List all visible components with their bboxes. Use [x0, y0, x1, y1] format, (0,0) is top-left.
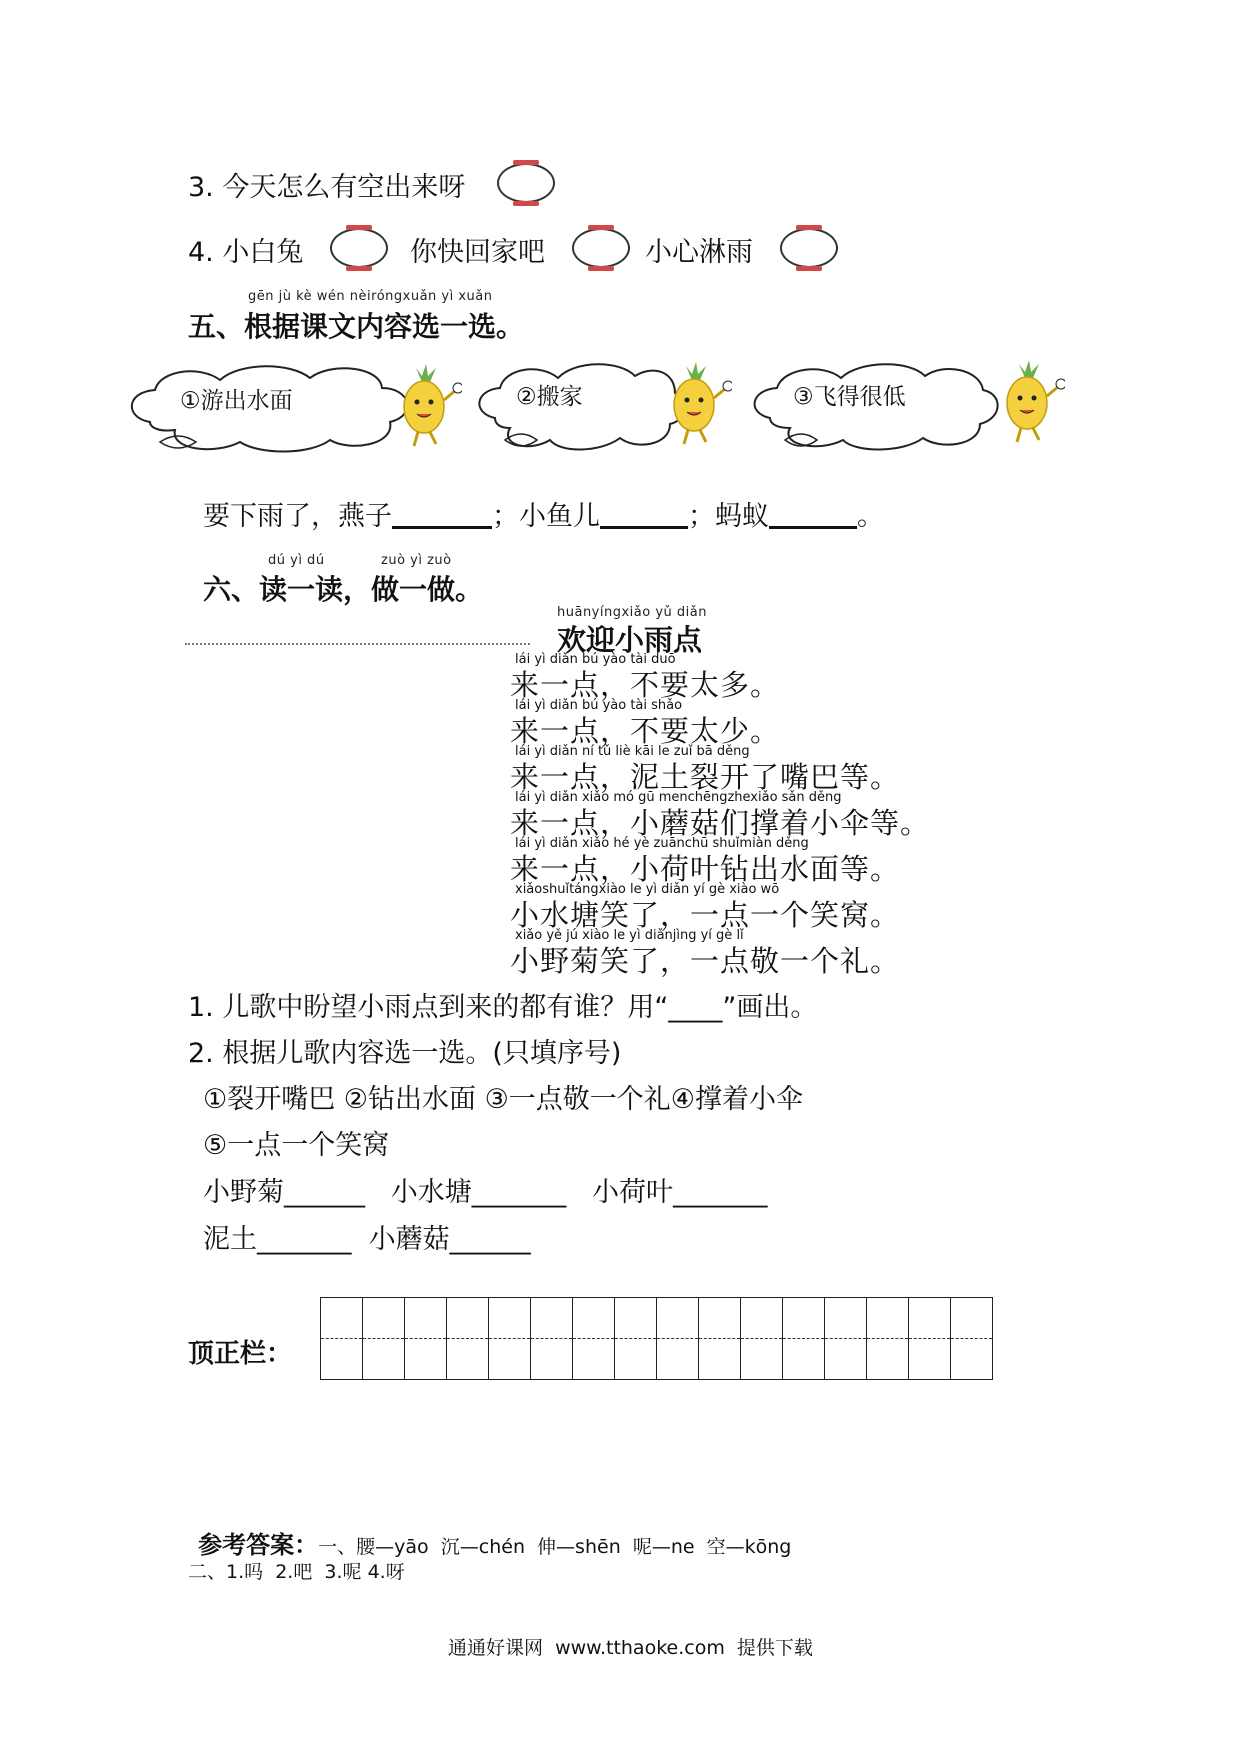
dotted-divider	[185, 643, 530, 645]
poem-line-4: 来一点，小蘑菇们撑着小伞等。	[510, 806, 931, 840]
poem-line-1-pinyin: lái yì diǎn bú yào tài duō	[515, 652, 676, 667]
answers-line-2: 二、1.吗 2.吧 3.呢 4.呀	[188, 1561, 405, 1583]
poem-line-2-pinyin: lái yì diǎn bú yào tài shǎo	[515, 698, 683, 713]
poem-line-5-pinyin: lái yì diǎn xiǎo hé yè zuānchū shuǐmiàn děng	[515, 836, 809, 851]
poem-line-1: 来一点，不要太多。	[510, 668, 781, 702]
pineapple-icon	[382, 362, 462, 452]
sentence-part3: ；蚂蚁	[688, 501, 769, 532]
poem-line-6: 小水塘笑了，一点一个笑窝。	[510, 898, 901, 932]
cloud-option-2	[470, 358, 770, 458]
correction-grid[interactable]	[320, 1297, 993, 1380]
answers-block	[188, 1506, 791, 1560]
section5-pinyin: gēn jù kè wén nèiróngxuǎn yì xuǎn	[248, 289, 493, 304]
answer-lantern-4c[interactable]	[780, 228, 838, 268]
poem-line-6-pinyin: xiǎoshuǐtángxiào le yì diǎn yí gè xiào wō	[515, 882, 780, 897]
poem-title: 欢迎小雨点	[557, 623, 703, 657]
fill-line-2[interactable]: 泥土_______ 小蘑菇______	[203, 1224, 531, 1255]
section6-question-1: 1. 儿歌中盼望小雨点到来的都有谁？用“____”画出。	[188, 992, 818, 1023]
question-3: 3. 今天怎么有空出来呀	[188, 172, 466, 203]
choices-line-2: ⑤一点一个笑窝	[203, 1130, 390, 1161]
pineapple-icon	[652, 360, 732, 450]
sentence-part1: 要下雨了，燕子	[203, 501, 392, 532]
pineapple-icon	[985, 358, 1065, 448]
section6-heading: 六、读一读，做一做。	[203, 573, 484, 606]
question-4-part3: 小心淋雨	[645, 237, 753, 268]
answers-line-1: 一、腰—yāo 沉—chén 伸—shēn 呢—ne 空—kōng	[318, 1536, 792, 1558]
section5-sentence	[203, 494, 884, 533]
blank-ant[interactable]	[769, 502, 857, 529]
poem-line-2: 来一点，不要太少。	[510, 714, 781, 748]
question-4-part2: 你快回家吧	[410, 237, 545, 268]
poem-line-4-pinyin: lái yì diǎn xiǎo mó gū menchēngzhexiǎo sǎn děng	[515, 790, 842, 805]
sentence-part2: ；小鱼儿	[492, 501, 600, 532]
answer-lantern-4a[interactable]	[330, 228, 388, 268]
cloud-option-1	[120, 360, 480, 460]
section5-heading: 五、根据课文内容选一选。	[188, 310, 525, 343]
poem-line-3-pinyin: lái yì diǎn ní tǔ liè kāi le zuǐ bā děng	[515, 744, 750, 759]
cloud-option-3-text: ③飞得很低	[793, 384, 906, 410]
fill-line-1[interactable]: 小野菊______ 小水塘_______ 小荷叶_______	[203, 1177, 768, 1208]
answers-label: 参考答案：	[198, 1531, 319, 1559]
blank-swallow[interactable]	[392, 502, 492, 529]
poem-title-pinyin: huānyíngxiǎo yǔ diǎn	[557, 605, 707, 620]
correction-label: 顶正栏：	[188, 1339, 293, 1369]
cloud-option-2-text: ②搬家	[516, 384, 583, 410]
poem-line-5: 来一点，小荷叶钻出水面等。	[510, 852, 901, 886]
answer-lantern-3[interactable]	[497, 163, 555, 203]
question-4-part1: 4. 小白兔	[188, 237, 304, 268]
section6-pinyin-zuo: zuò yì zuò	[381, 553, 452, 568]
blank-fish[interactable]	[600, 502, 688, 529]
footer-text: 通通好课网 www.tthaoke.com 提供下载	[448, 1637, 813, 1659]
cloud-option-3	[745, 358, 1075, 458]
sentence-part4: 。	[857, 501, 884, 532]
answer-lantern-4b[interactable]	[572, 228, 630, 268]
poem-line-3: 来一点，泥土裂开了嘴巴等。	[510, 760, 901, 794]
poem-line-7: 小野菊笑了，一点敬一个礼。	[510, 944, 901, 978]
cloud-option-1-text: ①游出水面	[180, 388, 293, 414]
poem-line-7-pinyin: xiǎo yě jú xiào le yì diǎnjìng yí gè lǐ	[515, 928, 744, 943]
section6-pinyin-du: dú yì dú	[268, 553, 325, 568]
section6-question-2: 2. 根据儿歌内容选一选。(只填序号)	[188, 1038, 622, 1069]
choices-line-1: ①裂开嘴巴 ②钻出水面 ③一点敬一个礼④撑着小伞	[203, 1084, 803, 1115]
